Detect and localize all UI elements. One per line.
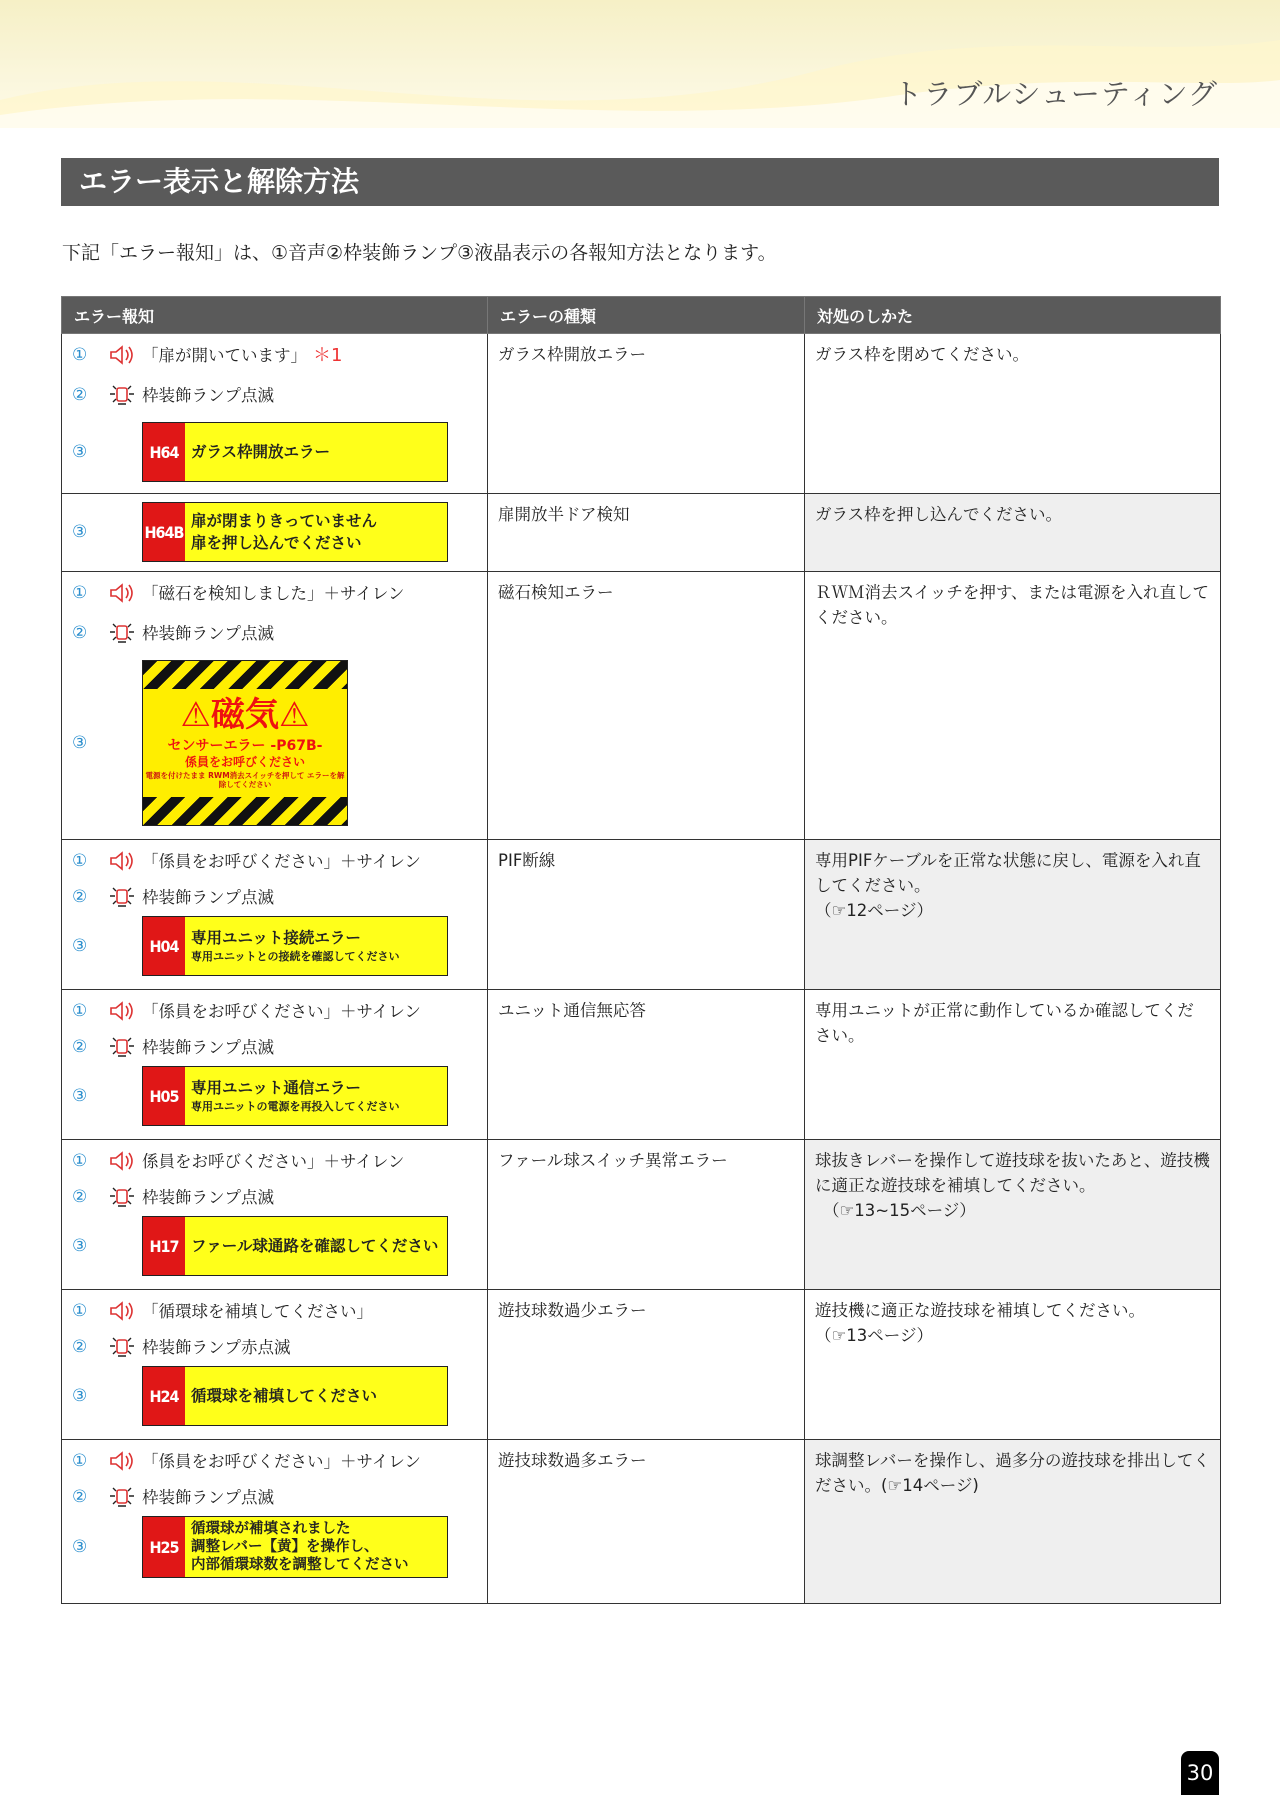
lamp-text: 枠装飾ランプ赤点滅	[142, 1337, 291, 1357]
error-code: H17	[143, 1217, 185, 1275]
voice-text: 係員をお呼びください」＋サイレン	[142, 1151, 405, 1171]
marker-3: ③	[72, 935, 88, 956]
error-type-cell: PIF断線	[488, 840, 805, 990]
lamp-icon	[106, 884, 138, 910]
marker-3: ③	[72, 1536, 88, 1557]
notification-cell	[62, 572, 488, 840]
notification-cell	[62, 494, 488, 572]
table-row	[62, 1440, 1221, 1604]
lcd-display	[142, 1366, 448, 1426]
action-cell: ガラス枠を閉めてください。	[805, 334, 1221, 494]
error-type-cell: 遊技球数過少エラー	[488, 1290, 805, 1440]
marker-3: ③	[72, 441, 88, 462]
lcd-display	[142, 422, 448, 482]
action-cell: ＲＷＭ消去スイッチを押す、または電源を入れ直してください。	[805, 572, 1221, 840]
magnet-sub-text-3: 電源を付けたまま RWM消去スイッチを押して エラーを解除してください	[145, 771, 345, 789]
magnet-warning-display	[142, 660, 348, 826]
action-cell	[805, 840, 1221, 990]
lamp-text: 枠装飾ランプ点滅	[142, 385, 274, 405]
action-cell: 球調整レバーを操作し、過多分の遊技球を排出してください。(☞14ページ)	[805, 1440, 1221, 1604]
error-type-cell: ユニット通信無応答	[488, 990, 805, 1140]
notification-cell	[62, 1140, 488, 1290]
marker-2: ②	[72, 1036, 88, 1057]
lcd-display	[142, 502, 448, 562]
marker-3: ③	[72, 521, 88, 542]
notification-cell	[62, 1290, 488, 1440]
error-type-cell: 扉開放半ドア検知	[488, 494, 805, 572]
table-row	[62, 334, 1221, 494]
marker-3: ③	[72, 1085, 88, 1106]
marker-1: ①	[72, 1450, 88, 1471]
lcd-line-2: 扉を押し込んでください	[191, 534, 362, 552]
action-cell	[805, 1140, 1221, 1290]
error-code: H24	[143, 1367, 185, 1425]
error-type-cell: 遊技球数過多エラー	[488, 1440, 805, 1604]
col-header-type: エラーの種類	[488, 297, 805, 334]
notification-cell	[62, 1440, 488, 1604]
voice-text: 「係員をお呼びください」＋サイレン	[142, 1451, 421, 1471]
magnet-main-text: ⚠磁気⚠	[180, 695, 310, 735]
lamp-icon	[106, 1034, 138, 1060]
lcd-line-1: 専用ユニット通信エラー	[191, 1079, 361, 1097]
notification-cell	[62, 990, 488, 1140]
lcd-line-1: ファール球通路を確認してください	[191, 1237, 439, 1255]
marker-3: ③	[72, 1385, 88, 1406]
table-row	[62, 572, 1221, 840]
page-reference: （☞12ページ）	[815, 901, 933, 920]
lamp-icon	[106, 620, 138, 646]
magnet-sub-text-2: 係員をお呼びください	[184, 755, 305, 769]
speaker-icon	[106, 998, 138, 1024]
page-reference: （☞13ページ）	[815, 1326, 933, 1345]
table-row	[62, 494, 1221, 572]
voice-text: 「扉が開いています」	[142, 345, 307, 365]
table-header-row	[62, 297, 1221, 334]
intro-text: 下記「エラー報知」は、①音声②枠装飾ランプ③液晶表示の各報知方法となります。	[62, 242, 777, 264]
marker-1: ①	[72, 344, 88, 365]
speaker-icon	[106, 1298, 138, 1324]
lcd-line-1: ガラス枠開放エラー	[191, 443, 331, 461]
marker-2: ②	[72, 1486, 88, 1507]
table-row	[62, 1140, 1221, 1290]
page-reference: （☞13~15ページ）	[823, 1201, 976, 1220]
action-cell: ガラス枠を押し込んでください。	[805, 494, 1221, 572]
speaker-icon	[106, 342, 138, 368]
marker-2: ②	[72, 384, 88, 405]
voice-text: 「係員をお呼びください」＋サイレン	[142, 851, 421, 871]
speaker-icon	[106, 1448, 138, 1474]
marker-1: ①	[72, 1000, 88, 1021]
marker-2: ②	[72, 886, 88, 907]
marker-1: ①	[72, 582, 88, 603]
speaker-icon	[106, 1148, 138, 1174]
lamp-text: 枠装飾ランプ点滅	[142, 1487, 274, 1507]
notification-cell	[62, 334, 488, 494]
lcd-display	[142, 1066, 448, 1126]
marker-3: ③	[72, 1235, 88, 1256]
lamp-icon	[106, 1334, 138, 1360]
voice-text: 「循環球を補填してください」	[142, 1301, 373, 1321]
marker-1: ①	[72, 850, 88, 871]
lcd-line-1: 循環球を補填してください	[191, 1387, 378, 1405]
marker-1: ①	[72, 1150, 88, 1171]
voice-text: 「係員をお呼びください」＋サイレン	[142, 1001, 421, 1021]
error-table	[61, 296, 1221, 1604]
lcd-line-2: 専用ユニットの電源を再投入してください	[191, 1100, 400, 1113]
lcd-line-1: 循環球が補填されました	[191, 1521, 351, 1537]
marker-2: ②	[72, 1336, 88, 1357]
header-title: トラブルシューティング	[893, 77, 1218, 111]
lamp-icon	[106, 1184, 138, 1210]
action-text: 球抜きレバーを操作して遊技球を抜いたあと、遊技機に適正な遊技球を補填してください。	[815, 1151, 1210, 1195]
error-type-cell: ファール球スイッチ異常エラー	[488, 1140, 805, 1290]
lcd-display	[142, 1216, 448, 1276]
marker-3: ③	[72, 732, 88, 753]
asterisk-note: ＊1	[313, 344, 343, 366]
magnet-sub-text: センサーエラー -P67B-	[167, 738, 323, 754]
hazard-stripe-bottom	[143, 797, 347, 825]
action-text: 専用PIFケーブルを正常な状態に戻し、電源を入れ直してください。	[815, 851, 1201, 895]
notification-cell	[62, 840, 488, 990]
speaker-icon	[106, 848, 138, 874]
error-code: H64B	[143, 503, 185, 561]
lcd-line-2: 調整レバー【黄】を操作し、	[191, 1539, 379, 1555]
error-type-cell: ガラス枠開放エラー	[488, 334, 805, 494]
header-band	[0, 0, 1280, 128]
action-text: 遊技機に適正な遊技球を補填してください。	[815, 1301, 1145, 1320]
lcd-display	[142, 916, 448, 976]
lamp-text: 枠装飾ランプ点滅	[142, 887, 274, 907]
action-cell	[805, 1290, 1221, 1440]
table-row	[62, 840, 1221, 990]
marker-2: ②	[72, 1186, 88, 1207]
table-row	[62, 990, 1221, 1140]
error-code: H05	[143, 1067, 185, 1125]
lcd-line-3: 内部循環球数を調整してください	[191, 1557, 409, 1573]
lamp-text: 枠装飾ランプ点滅	[142, 1187, 274, 1207]
lcd-line-1: 扉が閉まりきっていません	[191, 512, 378, 530]
hazard-stripe-top	[143, 661, 347, 689]
lcd-line-2: 専用ユニットとの接続を確認してください	[191, 950, 400, 963]
col-header-action: 対処のしかた	[805, 297, 1221, 334]
lamp-text: 枠装飾ランプ点滅	[142, 623, 274, 643]
error-code: H64	[143, 423, 185, 481]
error-code: H04	[143, 917, 185, 975]
error-type-cell: 磁石検知エラー	[488, 572, 805, 840]
action-cell: 専用ユニットが正常に動作しているか確認してください。	[805, 990, 1221, 1140]
section-title: エラー表示と解除方法	[61, 158, 1219, 206]
lamp-text: 枠装飾ランプ点滅	[142, 1037, 274, 1057]
marker-2: ②	[72, 622, 88, 643]
lcd-display	[142, 1516, 448, 1578]
col-header-notification: エラー報知	[62, 297, 488, 334]
error-code: H25	[143, 1517, 185, 1577]
marker-1: ①	[72, 1300, 88, 1321]
voice-text: 「磁石を検知しました」＋サイレン	[142, 583, 405, 603]
lamp-icon	[106, 1484, 138, 1510]
page-number: 30	[1181, 1751, 1219, 1795]
speaker-icon	[106, 580, 138, 606]
lamp-icon	[106, 382, 138, 408]
table-row	[62, 1290, 1221, 1440]
lcd-line-1: 専用ユニット接続エラー	[191, 929, 361, 947]
